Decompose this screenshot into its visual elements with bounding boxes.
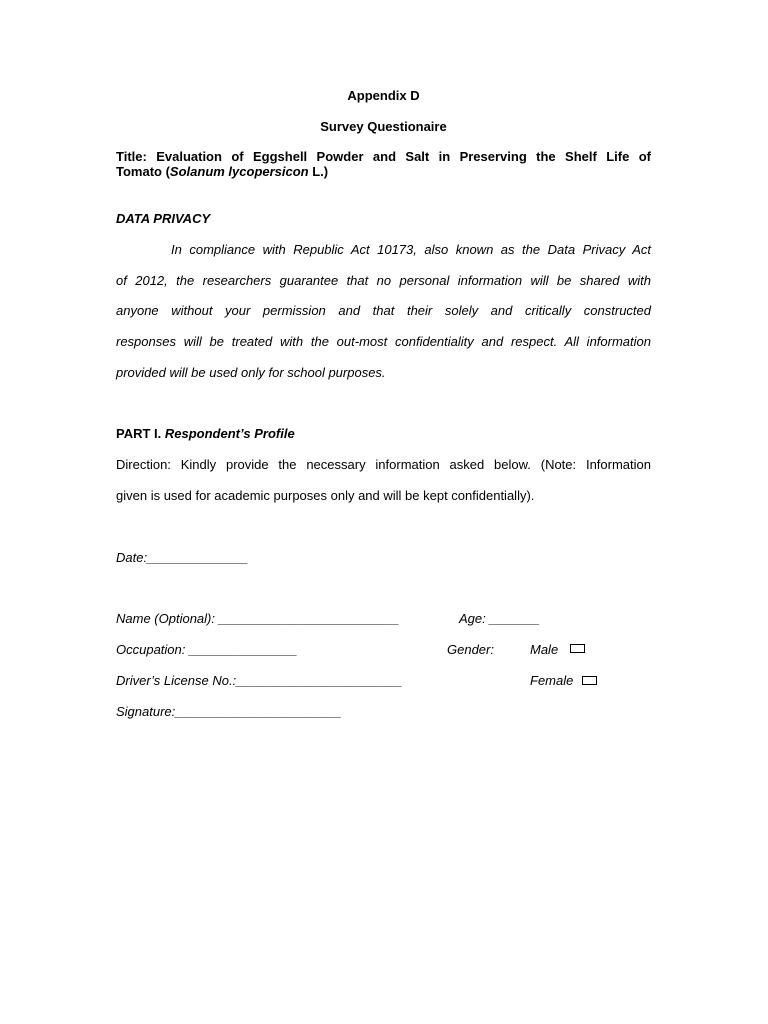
date-field[interactable]: Date:______________ (116, 550, 249, 565)
title-line-1: Title: Evaluation of Eggshell Powder and Salt in Preserving the Shelf Life of (116, 149, 651, 164)
title-line-2 (116, 164, 651, 179)
age-field[interactable]: Age: _______ (459, 611, 540, 626)
gender-label: Gender: (447, 642, 494, 657)
signature-field[interactable]: Signature:_______________________ (116, 704, 342, 719)
female-checkbox[interactable] (582, 676, 597, 685)
data-privacy-heading: DATA PRIVACY (116, 211, 211, 226)
direction-line-2: given is used for academic purposes only and will be kept confidentially). (116, 488, 535, 503)
male-label: Male (530, 642, 559, 657)
male-checkbox[interactable] (570, 644, 585, 653)
privacy-line-1: In compliance with Republic Act 10173, also known as the Data Privacy Act (171, 242, 651, 257)
title-line-2-suffix: L.) (308, 164, 329, 179)
part1-title: Respondent’s Profile (164, 426, 295, 441)
title-line-2-prefix: Tomato ( (116, 164, 170, 179)
drivers-license-field[interactable]: Driver’s License No.:_______________________ (116, 673, 403, 688)
occupation-field[interactable]: Occupation: _______________ (116, 642, 298, 657)
direction-line-1: Direction: Kindly provide the necessary information asked below. (Note: Information (116, 457, 651, 472)
part1-heading (116, 426, 295, 441)
appendix-heading: Appendix D (347, 88, 420, 103)
female-label: Female (530, 673, 574, 688)
privacy-line-2: of 2012, the researchers guarantee that no personal information will be shared with (116, 273, 651, 288)
part1-label: PART I. (116, 426, 162, 441)
privacy-line-4: responses will be treated with the out-most confidentiality and respect. All information (116, 334, 651, 349)
species-name: Solanum lycopersicon (169, 164, 309, 179)
privacy-line-3: anyone without your permission and that their solely and critically constructed (116, 303, 651, 318)
name-field[interactable]: Name (Optional): _________________________ (116, 611, 400, 626)
privacy-line-5: provided will be used only for school purposes. (116, 365, 386, 380)
survey-subtitle: Survey Questionaire (320, 119, 447, 134)
document-title (116, 149, 651, 179)
